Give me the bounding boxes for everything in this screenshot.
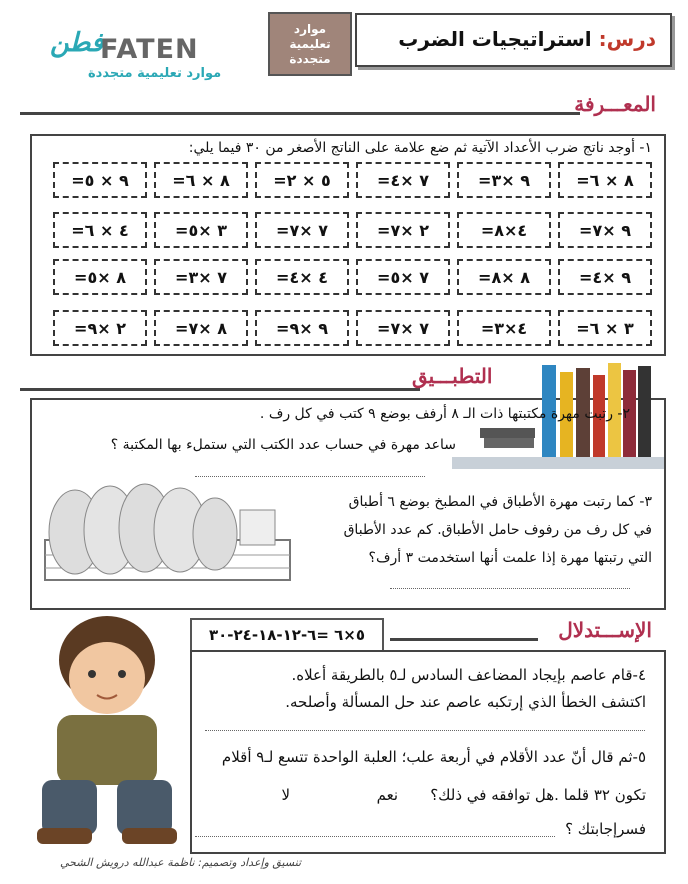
multiplication-cell[interactable]: ٩ × ٥=: [53, 162, 147, 198]
knowledge-instruction: ١- أوجد ناتج ضرب الأعداد الآتية ثم ضع علامة على الناتج الأصغر من ٣٠ فيما يلي:: [188, 140, 652, 156]
q5-line1: ٥-ثم قال أنّ عدد الأقلام في أربعة علب؛ العلبة الواحدة تتسع لـ٩ أقلام: [221, 748, 646, 766]
multiplication-cell[interactable]: ٩ ×٣=: [457, 162, 551, 198]
q2-line2: ساعد مهرة في حساب عدد الكتب التي ستملء بها المكتبة ؟: [110, 437, 456, 453]
boy-illustration: [12, 600, 202, 850]
q5-line3: فسرإجابتك ؟: [565, 820, 646, 838]
multiplication-cell[interactable]: ٩ ×٤=: [558, 259, 652, 295]
answer-line-q5[interactable]: [195, 836, 555, 837]
multiplication-cell[interactable]: ٤×٣=: [457, 310, 551, 346]
section-divider: [390, 638, 538, 641]
q3-line3: التي رتبتها مهرة إذا علمت أنها استخدمت ٣ أرف؟: [368, 550, 652, 566]
application-heading: التطبـــيق: [412, 364, 493, 388]
answer-line-q4[interactable]: [205, 730, 645, 731]
multiplication-cell[interactable]: ٨ ×٧=: [154, 310, 248, 346]
q2-line1: ٢- رتبت مهرة مكتبتها ذات الـ ٨ أرفف بوضع ٩ كتب في كل رف .: [259, 406, 630, 422]
answer-line-q2[interactable]: [195, 476, 425, 477]
q4-line2: اكتشف الخطأ الذي إرتكبه عاصم عند حل المسألة وأصلحه.: [285, 693, 646, 711]
yes-option[interactable]: نعم: [376, 786, 398, 804]
dish-rack-illustration: [40, 480, 295, 590]
multiplication-cell[interactable]: ٩ ×٧=: [558, 212, 652, 248]
multiplication-cell[interactable]: ٤×٨=: [457, 212, 551, 248]
multiplication-cell[interactable]: ٨ × ٦=: [558, 162, 652, 198]
multiplication-cell[interactable]: ٥ × ٢=: [255, 162, 349, 198]
multiplication-cell[interactable]: ٢ ×٩=: [53, 310, 147, 346]
multiplication-cell[interactable]: ٤ ×٤=: [255, 259, 349, 295]
lesson-title: [398, 27, 656, 51]
answer-line-q3[interactable]: [390, 588, 630, 589]
multiplication-cell[interactable]: ٨ × ٦=: [154, 162, 248, 198]
multiplication-cell[interactable]: ٢ ×٧=: [356, 212, 450, 248]
badge-line-1: موارد: [293, 21, 327, 36]
footer-credit: تنسيق وإعداد وتصميم: ناظمة عبدالله درويش الشحي: [60, 856, 302, 869]
logo-arabic: فطن: [50, 28, 104, 58]
multiplication-cell[interactable]: ٧ ×٧=: [356, 310, 450, 346]
lesson-title-box: [355, 13, 672, 67]
multiplication-cell[interactable]: ٧ ×٤=: [356, 162, 450, 198]
multiplication-cell[interactable]: ٧ ×٥=: [356, 259, 450, 295]
badge-line-3: متجددة: [289, 51, 331, 66]
multiplication-cell[interactable]: ٣ ×٥=: [154, 212, 248, 248]
q3-line1: ٣- كما رتبت مهرة الأطباق في المطبخ بوضع ٦ أطباق: [348, 494, 652, 510]
lesson-prefix: درس:: [598, 27, 656, 51]
multiplication-cell[interactable]: ٨ ×٨=: [457, 259, 551, 295]
resources-badge: [268, 12, 352, 76]
section-divider: [20, 112, 580, 115]
multiplication-cell[interactable]: ٧ ×٣=: [154, 259, 248, 295]
q3-line2: في كل رف من رفوف حامل الأطباق. كم عدد الأطباق: [343, 522, 652, 538]
reasoning-heading: الإســـتدلال: [558, 618, 652, 642]
q4-line1: ٤-قام عاصم بإيجاد المضاعف السادس لـ٥ بالطريقة أعلاه.: [291, 666, 646, 684]
no-option[interactable]: لا: [281, 786, 290, 804]
q5-line2: تكون ٣٢ قلما .هل توافقه في ذلك؟: [430, 786, 646, 804]
equation-box: ٥×٦ =٦-١٢-١٨-٢٤-٣٠: [190, 618, 384, 652]
multiplication-cell[interactable]: ٧ ×٧=: [255, 212, 349, 248]
multiplication-cell[interactable]: ٩ ×٩=: [255, 310, 349, 346]
multiplication-cell[interactable]: ٣ × ٦=: [558, 310, 652, 346]
lesson-title-text: استراتيجيات الضرب: [398, 27, 592, 51]
knowledge-heading: المعـــرفة: [574, 92, 656, 116]
multiplication-cell[interactable]: ٨ ×٥=: [53, 259, 147, 295]
logo-english: FATEN: [100, 34, 199, 65]
logo-subtitle: موارد تعليمية متجددة: [88, 66, 222, 81]
multiplication-cell[interactable]: ٤ × ٦=: [53, 212, 147, 248]
badge-line-2: تعليمية: [289, 36, 331, 51]
section-divider: [20, 388, 420, 391]
